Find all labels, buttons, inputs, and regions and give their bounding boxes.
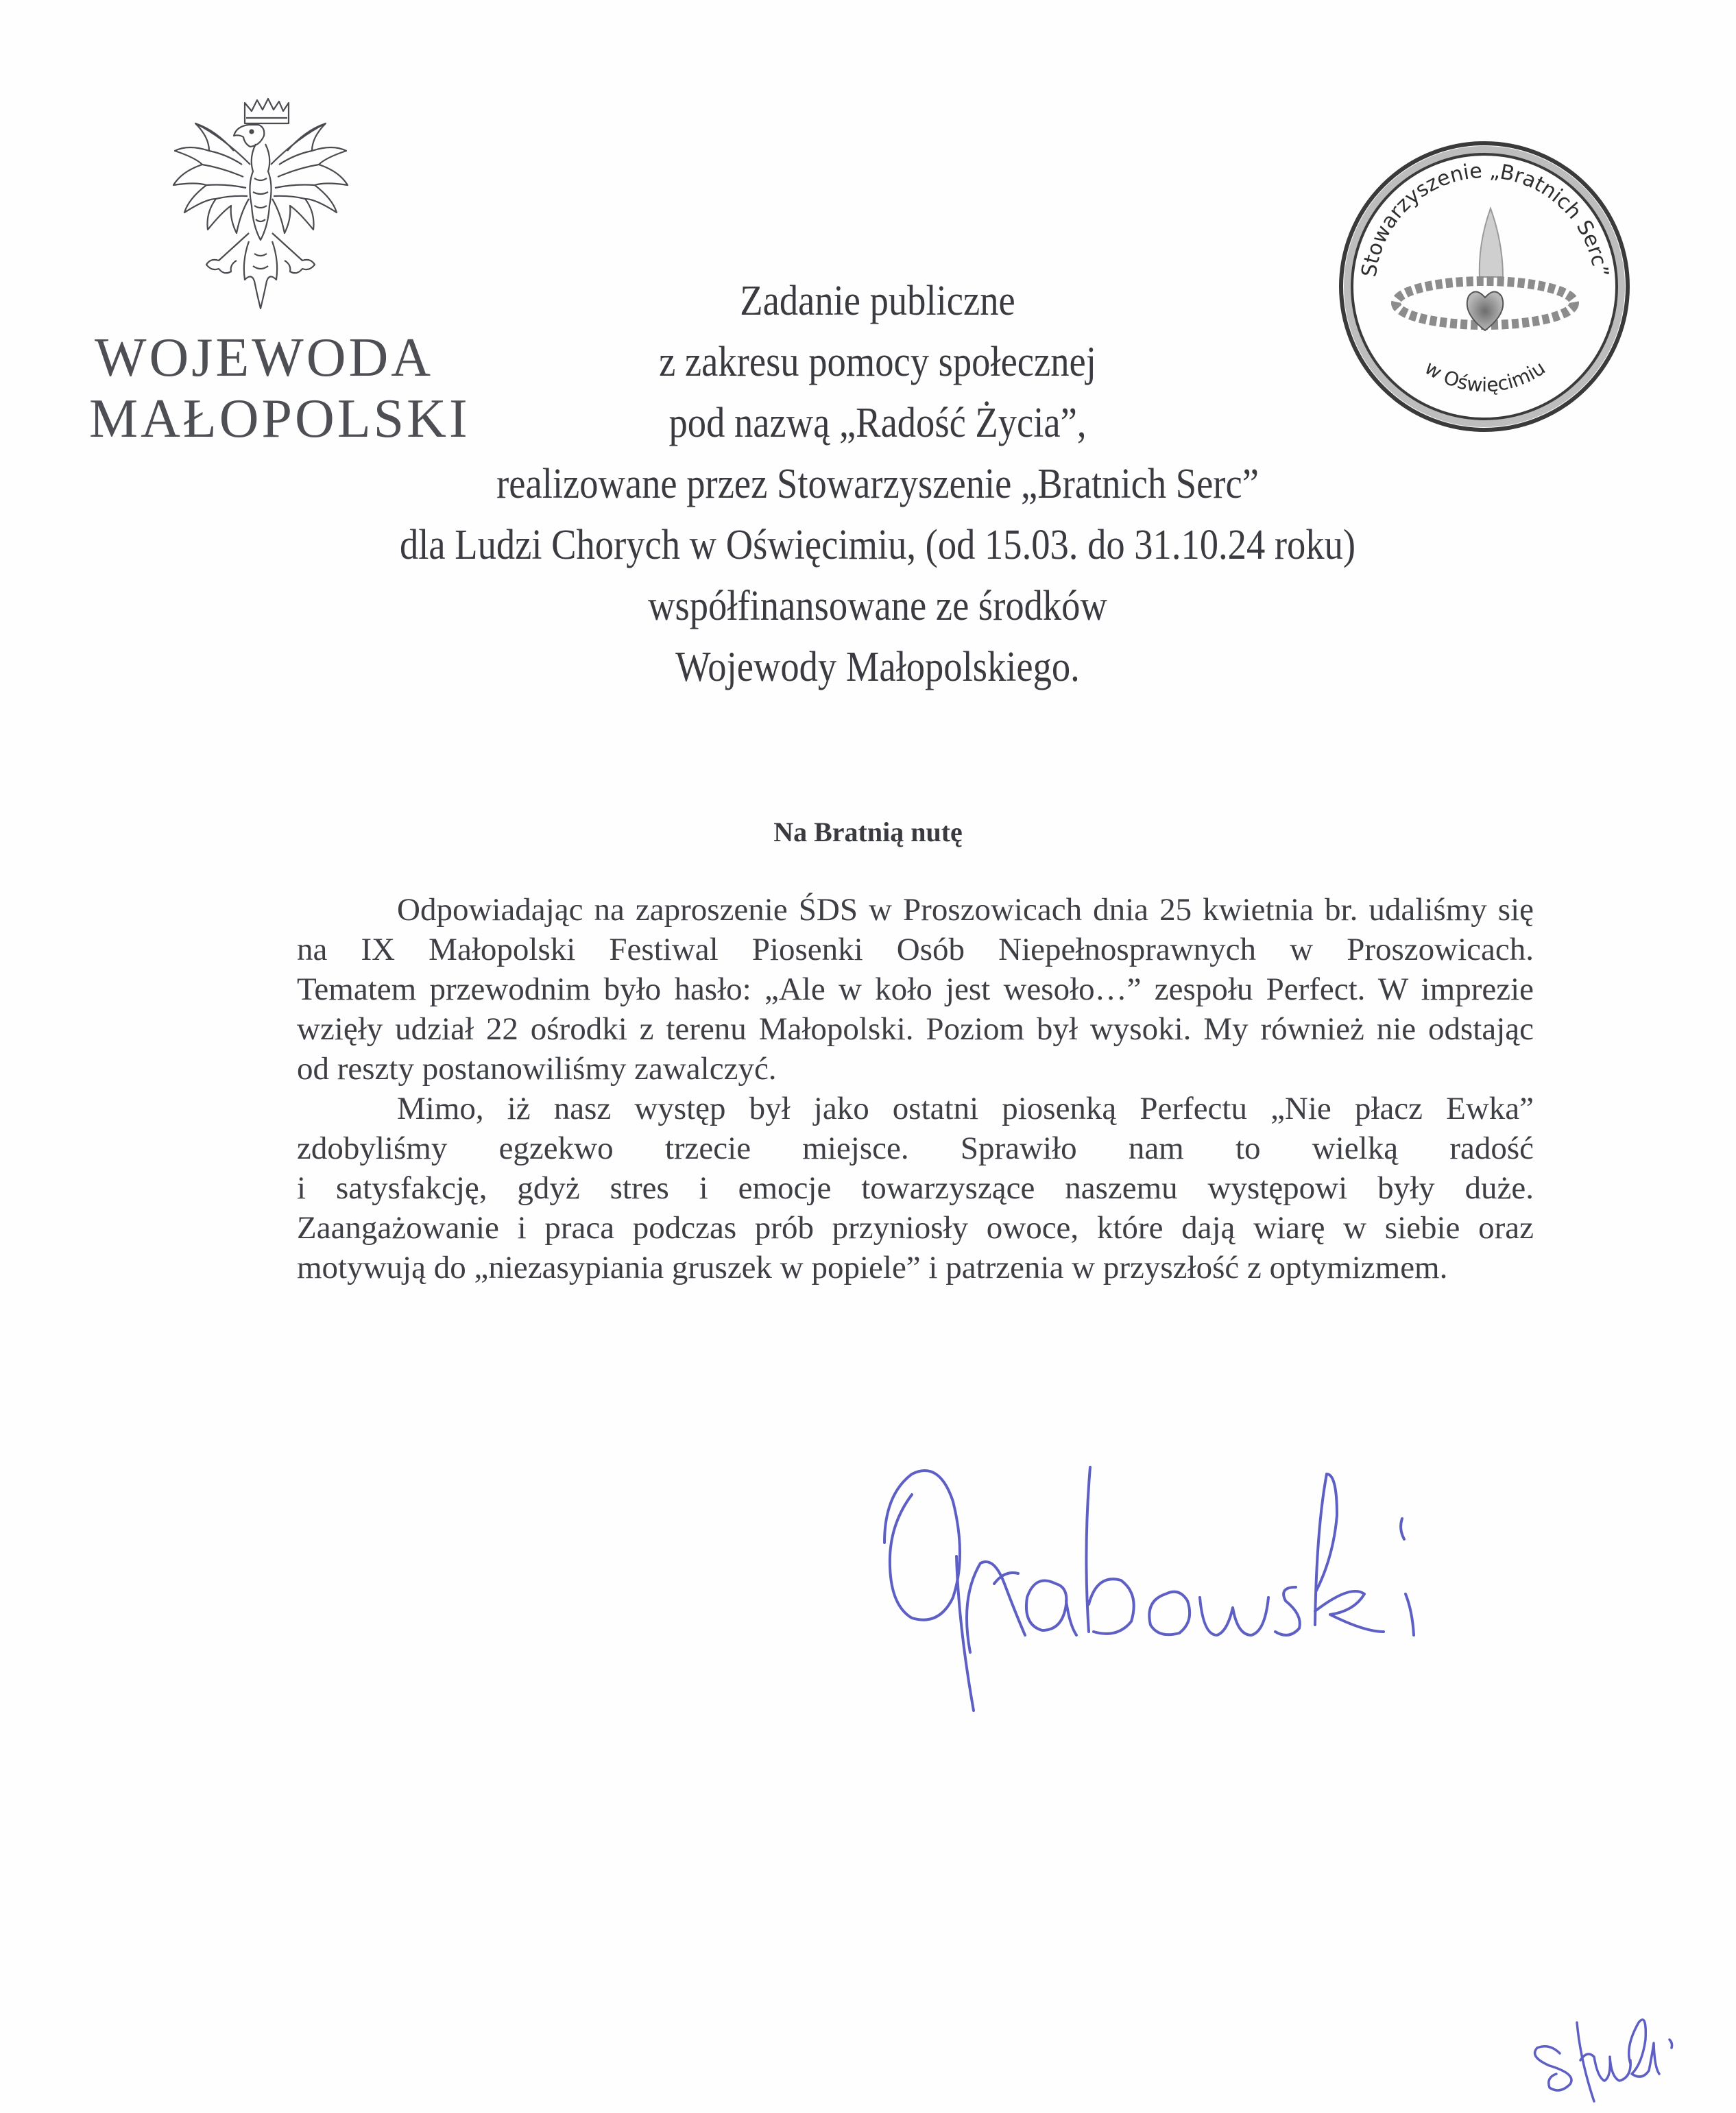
seal-top-text: Stowarzyszenie „Bratnich Serc” (1357, 158, 1613, 279)
voivode-line-1: WOJEWODA (94, 328, 434, 388)
body-line: Tematem przewodnim było hasło: „Ale w koło jest wesoło…” zespołu Perfect. W imprezie (297, 971, 1534, 1007)
body-line: Mimo, iż nasz występ był jako ostatni piosenką Perfectu „Nie płacz Ewka” (397, 1091, 1534, 1126)
body-line: wzięły udział 22 ośrodki z terenu Małopolski. Poziom był wysoki. My również nie odstając (297, 1011, 1534, 1047)
header-line: realizowane przez Stowarzyszenie „Bratnich Serc” (496, 461, 1259, 507)
article-title: Na Bratnią nutę (773, 817, 963, 847)
header-line: współfinansowane ze środków (648, 583, 1107, 629)
voivode-line-2: MAŁOPOLSKI (89, 389, 470, 449)
body-line: zdobyliśmy egzekwo trzecie miejsce. Sprawiło nam to wielką radość (297, 1131, 1534, 1166)
body-line: od reszty postanowiliśmy zawalczyć. (297, 1051, 777, 1087)
article-body (197, 890, 1534, 1288)
paragraph-1 (197, 890, 1534, 1089)
body-line: i satysfakcję, gdyż stres i emocje towarzyszące naszemu występowi były duże. (297, 1170, 1534, 1206)
body-line: Odpowiadając na zaproszenie ŚDS w Proszowicach dnia 25 kwietnia br. udaliśmy się (397, 892, 1534, 928)
body-line: na IX Małopolski Festiwal Piosenki Osób Niepełnosprawnych w Proszowicach. (297, 932, 1534, 967)
header-line: pod nazwą „Radość Życia”, (668, 400, 1087, 446)
header-line: Zadanie publiczne (740, 278, 1015, 324)
header-line: Wojewody Małopolskiego. (675, 644, 1080, 690)
header-line: dla Ludzi Chorych w Oświęcimiu, (od 15.03. do 31.10.24 roku) (399, 522, 1356, 568)
header-line: z zakresu pomocy społecznej (659, 339, 1096, 385)
seal-bottom-text: w Oświęcimiu (1421, 356, 1550, 397)
body-line: motywują do „niezasypiania gruszek w popiele” i patrzenia w przyszłość z optymizmem. (297, 1250, 1448, 1285)
body-line: Zaangażowanie i praca podczas prób przyniosły owoce, które dają wiarę w siebie oraz (297, 1210, 1534, 1246)
public-task-header (206, 271, 1550, 698)
paragraph-2 (197, 1089, 1534, 1288)
signature-grabowski (871, 1447, 1433, 1721)
initials-signature (1529, 2005, 1693, 2108)
